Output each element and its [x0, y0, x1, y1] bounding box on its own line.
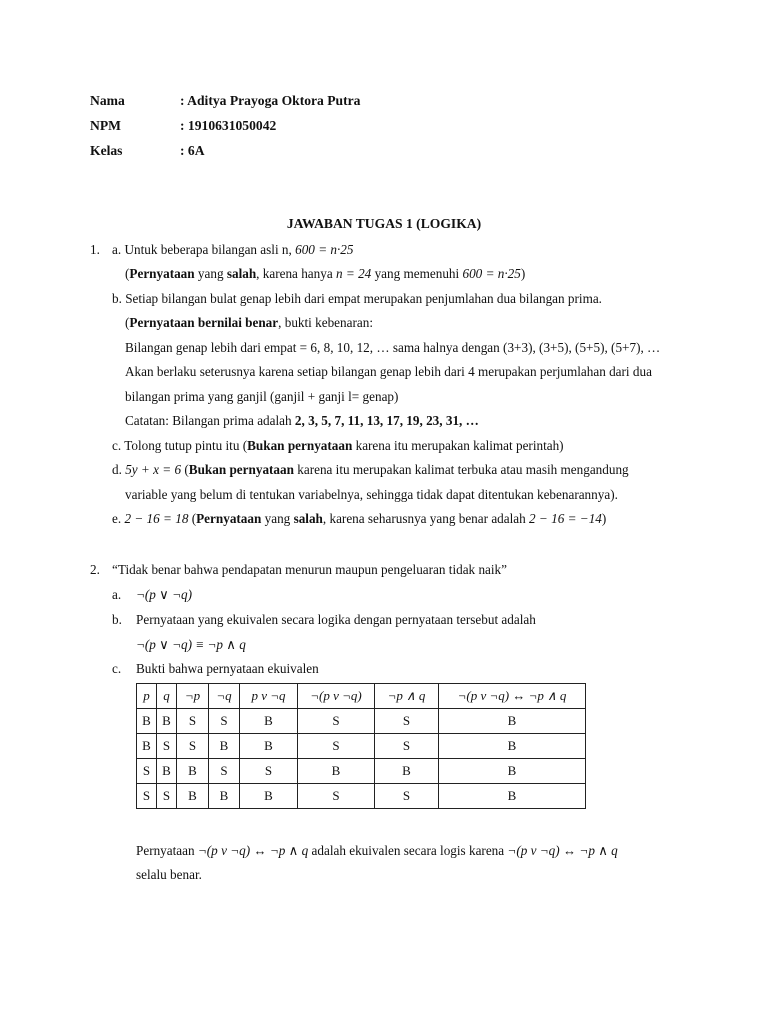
text: Tolong tutup pintu itu ( [124, 438, 248, 453]
q2-quote: “Tidak benar bahwa pendapatan menurun maupun pengeluaran tidak naik” [112, 562, 507, 577]
table-cell: B [375, 759, 439, 784]
table-cell: B [209, 734, 240, 759]
text: , karena seharusnya yang benar adalah [322, 511, 530, 526]
text: Catatan: Bilangan prima adalah [125, 413, 295, 428]
table-cell: S [375, 784, 439, 809]
q1c-line [112, 438, 564, 454]
text: , bukti kebenaran: [278, 315, 373, 330]
text: yang memenuhi [371, 266, 463, 281]
table-cell: B [240, 734, 298, 759]
q2c-text: Bukti bahwa pernyataan ekuivalen [136, 661, 319, 676]
table-cell: S [375, 734, 439, 759]
q1b-line4: Akan berlaku seterusnya karena setiap bilangan genap lebih dari 4 merupakan perjumlahan dari dua [125, 364, 652, 379]
bold-salah: salah [293, 511, 323, 526]
col-header: p [137, 684, 157, 709]
q1a-line1 [112, 242, 353, 258]
q1b-text: Setiap bilangan bulat genap lebih dari empat merupakan penjumlahan dua bilangan prima. [125, 291, 602, 306]
math: n = 24 [336, 266, 372, 281]
bold-bukan: Bukan pernyataan [188, 462, 294, 477]
bold-bukan: Bukan pernyataan [247, 438, 353, 453]
table-cell: S [240, 759, 298, 784]
value-npm: : 1910631050042 [180, 118, 277, 133]
table-cell: B [137, 734, 157, 759]
paren: ) [601, 511, 607, 526]
paren: ( [125, 315, 130, 330]
q1b-line5: bilangan prima yang ganjil (ganjil + ganji l= genap) [125, 389, 399, 404]
table-cell: B [240, 784, 298, 809]
table-cell: S [375, 709, 439, 734]
table-cell: S [298, 709, 375, 734]
table-cell: S [209, 759, 240, 784]
text: , karena hanya [256, 266, 336, 281]
q1b-marker: b. [112, 291, 122, 306]
table-cell: S [298, 784, 375, 809]
table-cell: B [177, 759, 209, 784]
table-cell: S [298, 734, 375, 759]
q1d-marker: d. [112, 462, 122, 477]
text: ( [181, 462, 189, 477]
value-nama: : Aditya Prayoga Oktora Putra [180, 93, 361, 108]
col-header: p v ¬q [240, 684, 298, 709]
q1b-line1 [112, 291, 602, 307]
math: 600 = n·25 [462, 266, 521, 281]
table-cell: B [209, 784, 240, 809]
q1-number: 1. [90, 242, 100, 257]
q1c-marker: c. [112, 438, 122, 453]
q2b-text: Pernyataan yang ekuivalen secara logika dengan pernyataan tersebut adalah [136, 612, 536, 627]
bold-salah: salah [226, 266, 257, 281]
conclusion-line2: selalu benar. [136, 867, 202, 882]
table-cell: S [157, 734, 177, 759]
col-header: ¬p [177, 684, 209, 709]
table-cell: B [439, 784, 586, 809]
math: 2 − 16 = 18 [124, 511, 189, 526]
table-header-row [137, 684, 586, 709]
q1a-line2 [125, 266, 525, 282]
page-title: JAWABAN TUGAS 1 (LOGIKA) [286, 216, 482, 231]
math: 2 − 16 = −14 [529, 511, 602, 526]
math: ¬(p v ¬q) ↔ ¬p ∧ q [197, 843, 309, 858]
table-cell: B [137, 709, 157, 734]
table-cell: B [157, 709, 177, 734]
col-header: ¬q [209, 684, 240, 709]
col-header: ¬(p v ¬q) [298, 684, 375, 709]
q1e-marker: e. [112, 511, 122, 526]
label-npm: NPM [90, 118, 121, 133]
q1a-math: 600 = n·25 [295, 242, 354, 257]
table-row [137, 759, 586, 784]
math: ¬(p v ¬q) ↔ ¬p ∧ q [507, 843, 618, 858]
table-cell: B [240, 709, 298, 734]
text: adalah ekuivalen secara logis karena [308, 843, 508, 858]
table-cell: B [157, 759, 177, 784]
label-nama: Nama [90, 93, 125, 108]
table-cell: B [439, 709, 586, 734]
paren: ) [520, 266, 526, 281]
table-cell: S [177, 709, 209, 734]
table-cell: S [137, 759, 157, 784]
table-cell: S [157, 784, 177, 809]
table-row [137, 709, 586, 734]
q2c-marker: c. [112, 661, 122, 676]
math: 5y + x = 6 [125, 462, 182, 477]
q1d-line2: variable yang belum di tentukan variabelnya, sehingga tidak dapat ditentukan kebenarannya). [125, 487, 618, 502]
table-cell: S [137, 784, 157, 809]
text: yang [261, 511, 294, 526]
table-cell: S [177, 734, 209, 759]
label-kelas: Kelas [90, 143, 123, 158]
q1a-text: Untuk beberapa bilangan asli n, [124, 242, 292, 257]
q2b-marker: b. [112, 612, 122, 627]
q1a-marker: a. [112, 242, 122, 257]
q1e-line [112, 511, 606, 527]
bold-pernyataan: Pernyataan [129, 266, 195, 281]
q1b-line3: Bilangan genap lebih dari empat = 6, 8, 10, 12, … sama halnya dengan (3+3), (3+5), (5+5), (5+7), … [125, 340, 661, 355]
q2a-math: ¬(p ∨ ¬q) [136, 587, 193, 602]
bold-benar: Pernyataan bernilai benar [129, 315, 279, 330]
text: yang [194, 266, 227, 281]
table-row [137, 784, 586, 809]
table-cell: B [439, 759, 586, 784]
q2-number: 2. [90, 562, 100, 577]
q2a-marker: a. [112, 587, 122, 602]
q2b-math: ¬(p ∨ ¬q) ≡ ¬p ∧ q [136, 637, 246, 652]
text: ( [188, 511, 197, 526]
q1d-line1 [112, 462, 629, 478]
text: karena itu merupakan kalimat perintah) [352, 438, 564, 453]
col-header: q [157, 684, 177, 709]
table-cell: S [209, 709, 240, 734]
q1b-line2 [125, 315, 373, 331]
conclusion-line1 [136, 843, 618, 859]
table-row [137, 734, 586, 759]
table-cell: B [439, 734, 586, 759]
prime-list: 2, 3, 5, 7, 11, 13, 17, 19, 23, 31, … [294, 413, 479, 428]
col-header: ¬(p v ¬q) ↔ ¬p ∧ q [439, 684, 586, 709]
text: karena itu merupakan kalimat terbuka atau masih mengandung [293, 462, 629, 477]
bold-pernyataan: Pernyataan [196, 511, 262, 526]
text: Pernyataan [136, 843, 198, 858]
col-header: ¬p ∧ q [375, 684, 439, 709]
paren: ( [125, 266, 130, 281]
truth-table [136, 683, 586, 809]
table-cell: B [298, 759, 375, 784]
q1b-line6 [125, 413, 479, 429]
table-cell: B [177, 784, 209, 809]
value-kelas: : 6A [180, 143, 205, 158]
